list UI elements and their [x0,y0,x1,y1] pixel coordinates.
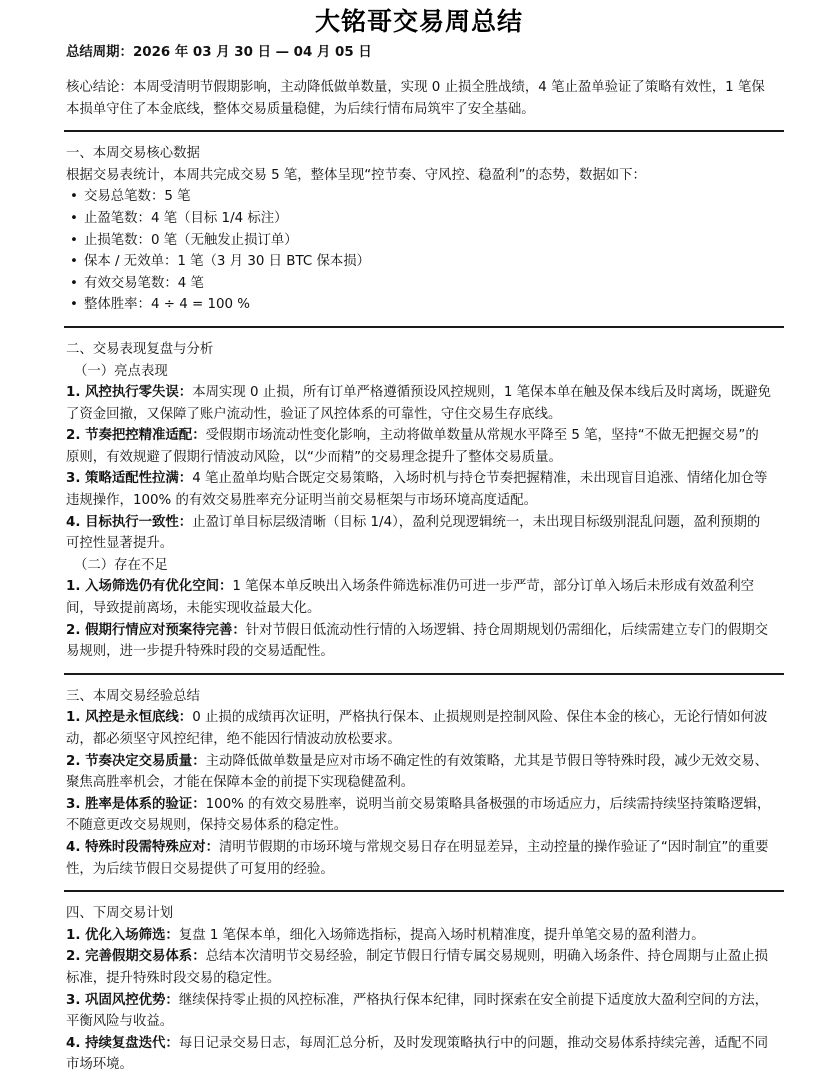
section-next-week-plan [66,903,772,1076]
item-text: 主动降低做单数量是应对市场不确定性的有效策略，尤其是节假日等特殊时段，减少无效交易、聚焦高胜率机会，才能在保障本金的前提下实现稳健盈利。 [66,753,768,791]
section4-title: 四、下周交易计划 [66,906,174,922]
section2-title: 二、交易表现复盘与分析 [66,341,214,357]
item-text: 1 笔保本单反映出入场条件筛选标准仍可进一步严苛，部分订单入场后未形成有效盈利空间，导致提前离场，未能实现收益最大化。 [66,579,754,617]
list-item: • 交易总笔数：5 笔 [66,186,772,208]
item-text: 清明节假期的市场环境与常规交易日存在明显差异，主动控量的操作验证了“因时制宜”的重要性，为后续节假日交易提供了可复用的经验。 [66,839,769,877]
list-item: • 有效交易笔数：4 笔 [66,273,772,295]
section-review [66,339,772,663]
section3-title: 三、本周交易经验总结 [66,688,200,704]
lesson-item [66,794,772,837]
item-text: 针对节假日低流动性行情的入场逻辑、持仓周期规划仍需细化，后续需建立专门的假期交易规则，进一步提升特殊时段的交易适配性。 [66,622,768,660]
item-lead: 3. 胜率是体系的验证： [66,796,206,812]
item-lead: 2. 假期行情应对预案待完善： [66,622,246,638]
section-divider [64,326,784,328]
section1-title: 一、本周交易核心数据 [66,146,200,162]
item-text: 本周实现 0 止损，所有订单严格遵循预设风控规则，1 笔保本单在触及保本线后及时离场，既避免了资金回撤，又保障了账户流动性，验证了风控体系的可靠性，守住交易生存底线。 [66,385,772,422]
list-item: • 止损笔数：0 笔（无触发止损订单） [66,230,772,252]
lesson-item [66,707,772,750]
section-divider [64,130,784,132]
plan-item [66,1033,772,1076]
item-lead: 4. 持续复盘迭代： [66,1035,179,1051]
item-text: 0 止损的成绩再次证明，严格执行保本、止损规则是控制风险、保住本金的核心，无论行情如何波动，都必须坚守风控纪律，绝不能因行情波动放松要求。 [66,710,768,748]
section-divider [64,890,784,892]
item-text: 100% 的有效交易胜率，说明当前交易策略具备极强的市场适应力，后续需持续坚持策略逻辑，不随意更改交易规则，保持交易体系的稳定性。 [66,796,771,834]
shortcomings-title: （二）存在不足 [74,557,168,573]
shortcoming-item [66,620,772,663]
item-text: 止盈订单目标层级清晰（目标 1/4），盈利兑现逻辑统一，未出现目标级别混乱问题，盈利预期的可控性显著提升。 [66,514,761,552]
summary-conclusion: 核心结论：本周受清明节假期影响，主动降低做单数量，实现 0 止损全胜战绩，4 笔止盈单验证了策略有效性，1 笔保本损单守住了本金底线，整体交易质量稳健，为后续行情布局筑牢了安全基础。 [66,79,765,117]
highlights-title: （一）亮点表现 [74,363,168,379]
item-lead: 3. 策略适配性拉满： [66,471,193,487]
section1-intro: 根据交易表统计，本周共完成交易 5 笔，整体呈现“控节奏、守风控、稳盈利”的态势，数据如下： [66,167,646,183]
item-lead: 4. 特殊时段需特殊应对： [66,839,219,855]
item-lead: 1. 风控是永恒底线： [66,710,193,726]
item-lead: 2. 节奏决定交易质量： [66,753,206,769]
item-text: 继续保持零止损的风控标准，严格执行保本纪律，同时探索在安全前提下适度放大盈利空间的方法，平衡风险与收益。 [66,992,768,1030]
item-text: 总结本次清明节交易经验，制定节假日行情专属交易规则，明确入场条件、持仓周期与止盈止损标准，提升特殊时段交易的稳定性。 [66,949,768,986]
section-divider [64,673,784,675]
list-item: • 整体胜率：4 ÷ 4 = 100 % [66,294,772,316]
item-text: 受假期市场流动性变化影响，主动将做单数量从常规水平降至 5 笔，坚持“不做无把握交易”的原则，有效规避了假期行情波动风险，以“少而精”的交易理念提升了整体交易质量。 [66,428,759,465]
list-item: • 保本 / 无效单：1 笔（3 月 30 日 BTC 保本损） [66,251,772,273]
item-lead: 2. 完善假期交易体系： [66,949,206,965]
list-item: • 止盈笔数：4 笔（目标 1/4 标注） [66,208,772,230]
page-title: 大铭哥交易周总结 [314,7,523,36]
item-lead: 2. 节奏把控精准适配： [66,428,206,444]
highlight-item [66,425,772,468]
item-lead: 1. 入场筛选仍有优化空间： [66,579,233,595]
item-lead: 1. 优化入场筛选： [66,927,179,943]
highlight-item [66,468,772,511]
highlight-item [66,382,772,425]
plan-item [66,925,772,947]
shortcoming-item [66,576,772,619]
plan-item [66,946,772,989]
item-text: 4 笔止盈单均贴合既定交易策略，入场时机与持仓节奏把握精准，未出现盲目追涨、情绪化加仓等违规操作，100% 的有效交易胜率充分证明当前交易框架与市场环境高度适配。 [66,471,768,509]
section-core-data [66,143,772,316]
lesson-item [66,751,772,794]
item-text: 每日记录交易日志，每周汇总分析，及时发现策略执行中的问题，推动交易体系持续完善，适配不同市场环境。 [66,1035,768,1073]
item-lead: 3. 巩固风控优势： [66,992,179,1008]
section-lessons [66,686,772,880]
item-lead: 4. 目标执行一致性： [66,514,193,530]
lesson-item [66,837,772,880]
item-lead: 1. 风控执行零失误： [66,385,193,401]
highlight-item [66,512,772,555]
item-text: 复盘 1 笔保本单，细化入场筛选指标，提高入场时机精准度，提升单笔交易的盈利潜力。 [178,927,705,943]
plan-item [66,990,772,1033]
summary-period: 总结周期：2026 年 03 月 30 日 — 04 月 05 日 [66,45,372,60]
core-data-list [66,186,772,316]
